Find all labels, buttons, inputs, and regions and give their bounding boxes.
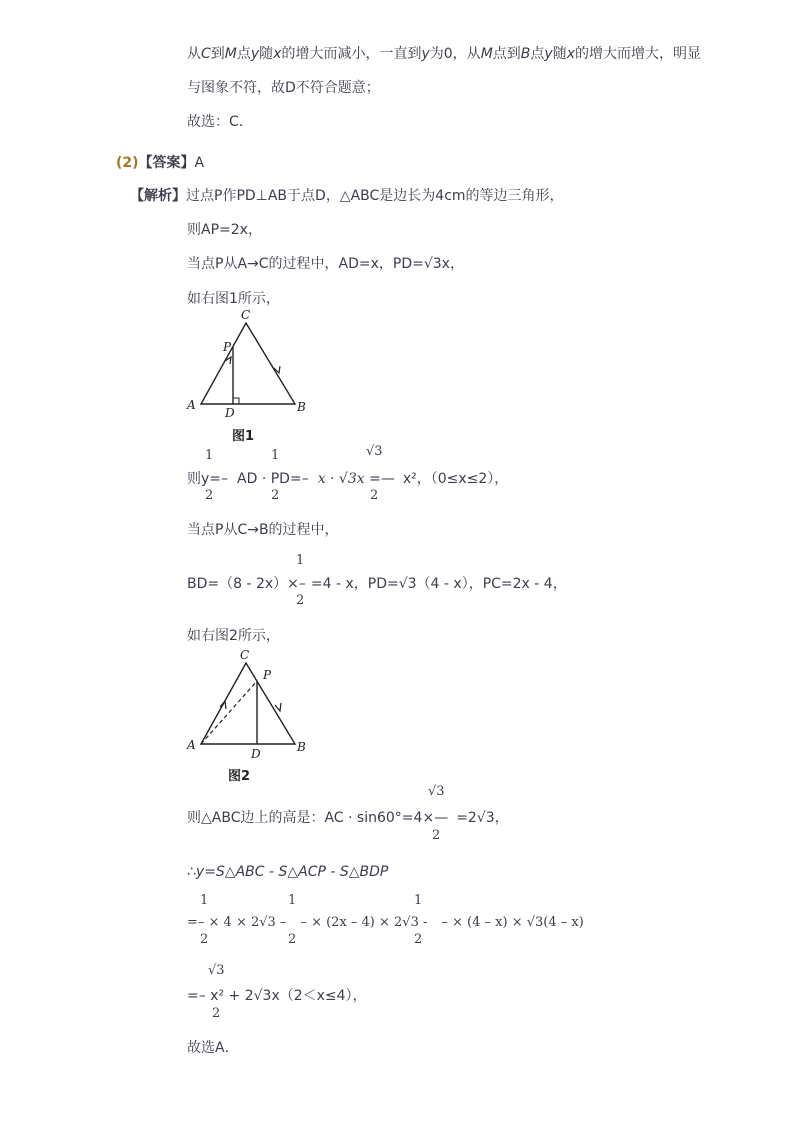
text: – × (2x – 4) × 2√3 -	[300, 915, 428, 930]
fig2-intro: 如右图2所示，	[187, 628, 280, 644]
frac-num: √3	[208, 963, 225, 978]
text: 随	[552, 46, 567, 62]
text: 则y=	[187, 471, 222, 487]
figure-1-svg	[183, 305, 323, 425]
triangle-abc	[201, 323, 295, 404]
figure-1-caption: 图1	[232, 429, 255, 444]
answer-tag: 【答案】	[138, 155, 195, 171]
frac-den: 2	[205, 488, 214, 503]
intro-line-1	[187, 44, 701, 64]
analysis-text: 过点P作PD⊥AB于点D，△ABC是边长为4cm的等边三角形，	[186, 188, 564, 204]
label-p: P	[263, 668, 272, 682]
segment-ap-dashed	[201, 681, 257, 744]
text: x · √3x =	[317, 471, 381, 487]
text: =4 - x，PD=√3（4 - x），PC=2x - 4，	[310, 576, 567, 592]
var-y: y	[544, 46, 553, 62]
final-line: =– x² + 2√3x（2＜x≤4），	[187, 988, 367, 1004]
stage2-line: 当点P从C→B的过程中，	[187, 522, 339, 538]
text: AD · PD=	[237, 471, 302, 487]
answer-value: A	[194, 155, 205, 171]
label-c: C	[241, 308, 251, 322]
right-angle-mark	[233, 398, 239, 404]
frac-den: 2	[296, 593, 305, 608]
stage1-line: 当点P从A→C的过程中，AD=x，PD=√3x，	[187, 256, 464, 272]
frac-den: 2	[370, 488, 379, 503]
expand-line	[187, 913, 584, 933]
bd-line: BD=（8 - 2x）×– =4 - x，PD=√3（4 - x），PC=2x - 4，	[187, 576, 567, 592]
text: 点	[236, 46, 251, 62]
label-p: P	[223, 340, 232, 354]
var-m: M	[224, 46, 237, 62]
ap-line: 则AP=2x，	[187, 222, 262, 238]
text: 则△ABC边上的高是：AC · sin60°=4×	[187, 810, 435, 826]
figure-1	[183, 305, 323, 425]
frac-den: 2	[288, 932, 297, 947]
text: 为0，从	[429, 46, 481, 62]
frac-den: 2	[271, 488, 280, 503]
label-a: A	[187, 738, 196, 752]
analysis-line	[130, 186, 564, 206]
frac-num: √3	[428, 784, 445, 799]
frac-num: 1	[288, 893, 297, 908]
frac-num: 1	[414, 893, 423, 908]
label-d: D	[251, 747, 261, 761]
frac-den: 2	[212, 1006, 221, 1021]
conclusion: 故选A．	[187, 1040, 239, 1056]
text: =2√3，	[456, 810, 509, 826]
label-a: A	[187, 398, 196, 412]
analysis-tag: 【解析】	[130, 188, 186, 204]
var-y: y	[421, 46, 430, 62]
text: 到	[210, 46, 225, 62]
text: – × (4 – x) × √3(4 – x)	[441, 915, 584, 930]
text: 的增大而增大，明显	[574, 46, 701, 62]
frac-num: 1	[205, 448, 214, 463]
figure-2-caption: 图2	[228, 769, 251, 784]
s-line: ∴y=S△ABC - S△ACP - S△BDP	[187, 864, 389, 880]
intro-line-3: 故选：C．	[187, 114, 253, 130]
text: BD=（8 - 2x）×	[187, 576, 299, 592]
text: 点到	[492, 46, 521, 62]
frac-den: 2	[414, 932, 423, 947]
text: =– × 4 × 2√3 –	[187, 915, 287, 930]
intro-line-2: 与图象不符，故D不符合题意；	[187, 80, 380, 96]
text: 从	[187, 46, 201, 62]
text: 的增大而减小，一直到	[281, 46, 422, 62]
label-c: C	[240, 648, 250, 662]
var-m: M	[480, 46, 493, 62]
label-b: B	[297, 740, 306, 754]
frac-den: 2	[432, 828, 441, 843]
figure-2	[183, 645, 323, 765]
text: 随	[259, 46, 274, 62]
var-b: B	[520, 46, 531, 62]
figure-2-svg	[183, 645, 323, 765]
var-x: x	[273, 46, 282, 62]
var-x: x	[566, 46, 575, 62]
height-line: 则△ABC边上的高是：AC · sin60°=4×— =2√3，	[187, 810, 509, 826]
answer-line	[116, 153, 204, 173]
part-number: (2)	[116, 155, 139, 171]
text: x²，（0≤x≤2），	[402, 471, 509, 487]
frac-den: 2	[200, 932, 209, 947]
frac-num: 1	[200, 893, 209, 908]
arrow-cb	[275, 703, 281, 711]
fig1-intro: 如右图1所示，	[187, 291, 280, 307]
y1-line: 则y=– AD · PD=– x · √3x =— x²，（0≤x≤2），	[187, 471, 509, 487]
frac-num: 1	[296, 553, 305, 568]
var-y: y	[250, 46, 260, 62]
text: 点	[530, 46, 545, 62]
frac-num: √3	[366, 444, 383, 459]
frac-num: 1	[271, 448, 280, 463]
label-d: D	[225, 406, 235, 420]
var-c: C	[201, 46, 211, 62]
label-b: B	[297, 400, 306, 414]
